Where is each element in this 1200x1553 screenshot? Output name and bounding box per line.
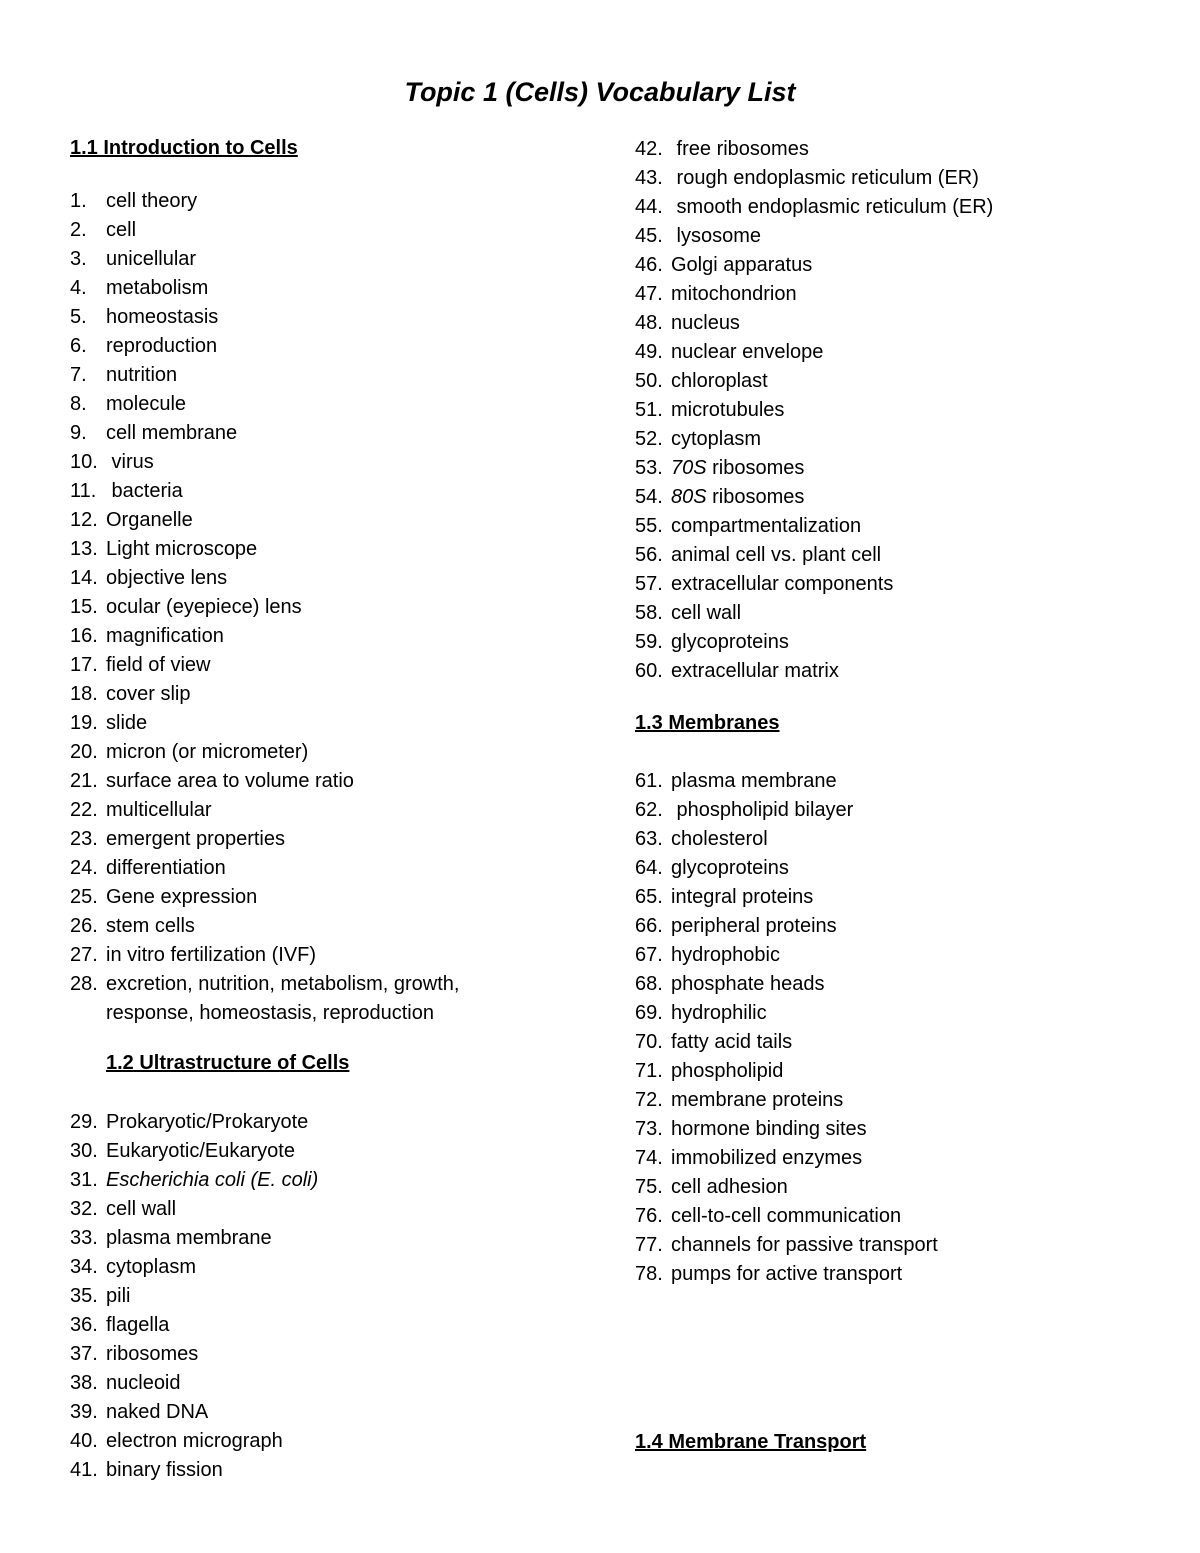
list-item (70, 419, 526, 448)
item-number: 69. (635, 1002, 663, 1024)
list-item (635, 222, 993, 251)
item-number: 18. (70, 683, 98, 705)
list-item (70, 970, 526, 1028)
list-item (635, 483, 993, 512)
item-term: cell membrane (106, 422, 238, 444)
list-item (635, 796, 938, 825)
list-item (70, 361, 526, 390)
item-term: glycoproteins (671, 631, 789, 653)
list-item (70, 709, 526, 738)
list-item (70, 1195, 318, 1224)
list-item (635, 912, 938, 941)
list-item (70, 854, 526, 883)
section-heading-intro-to-cells: 1.1 Introduction to Cells (70, 137, 298, 159)
item-number: 55. (635, 515, 663, 537)
item-term: peripheral proteins (671, 915, 837, 937)
item-number: 47. (635, 283, 663, 305)
item-number: 28. (70, 973, 98, 995)
list-item (635, 425, 993, 454)
item-term: hydrophobic (671, 944, 780, 966)
item-number: 23. (70, 828, 98, 850)
list-item (635, 512, 993, 541)
item-number: 60. (635, 660, 663, 682)
item-term: emergent properties (106, 828, 285, 850)
item-number: 40. (70, 1430, 98, 1452)
item-number: 11. (70, 480, 97, 502)
list-item (70, 564, 526, 593)
item-number: 36. (70, 1314, 98, 1336)
item-term: objective lens (106, 567, 228, 589)
list-item (70, 622, 526, 651)
item-term: Eukaryotic/Eukaryote (106, 1140, 295, 1162)
item-number: 24. (70, 857, 98, 879)
item-number: 45. (635, 225, 663, 247)
item-number: 32. (70, 1198, 98, 1220)
item-term: molecule (106, 393, 187, 415)
item-number: 53. (635, 457, 663, 479)
item-term: immobilized enzymes (671, 1147, 863, 1169)
item-term: cell adhesion (671, 1176, 788, 1198)
list-item (635, 1057, 938, 1086)
item-term: slide (106, 712, 148, 734)
item-number: 26. (70, 915, 98, 937)
list-item (635, 941, 938, 970)
vocab-list-ultrastructure (70, 1108, 318, 1485)
item-number: 63. (635, 828, 663, 850)
item-term (671, 454, 804, 483)
list-item (70, 216, 526, 245)
list-item (635, 1028, 938, 1057)
item-term: fatty acid tails (671, 1031, 793, 1053)
item-number: 56. (635, 544, 663, 566)
list-item (70, 680, 526, 709)
item-number: 13. (70, 538, 98, 560)
list-item (635, 599, 993, 628)
item-number: 3. (70, 248, 87, 270)
item-number: 38. (70, 1372, 98, 1394)
item-term: cell theory (106, 190, 198, 212)
section-heading-membrane-transport: 1.4 Membrane Transport (635, 1431, 867, 1453)
item-term: multicellular (106, 799, 212, 821)
item-term: reproduction (106, 335, 218, 357)
item-term (671, 483, 804, 512)
item-term: Light microscope (106, 538, 258, 560)
item-term: phospholipid (671, 1060, 784, 1082)
item-term: in vitro fertilization (IVF) (106, 944, 317, 966)
item-number: 51. (635, 399, 663, 421)
item-number: 20. (70, 741, 98, 763)
item-number: 25. (70, 886, 98, 908)
item-term: ocular (eyepiece) lens (106, 596, 302, 618)
list-item (635, 251, 993, 280)
item-number: 7. (70, 364, 87, 386)
item-number: 78. (635, 1263, 663, 1285)
item-term: nucleus (671, 312, 740, 334)
list-item (70, 1137, 318, 1166)
list-item (635, 1086, 938, 1115)
list-item (70, 1253, 318, 1282)
item-number: 76. (635, 1205, 663, 1227)
item-number: 4. (70, 277, 87, 299)
list-item (70, 825, 526, 854)
item-term: differentiation (106, 857, 226, 879)
item-term: plasma membrane (671, 770, 837, 792)
item-term: electron micrograph (106, 1430, 283, 1452)
item-term-rest: ribosomes (706, 457, 805, 479)
item-number: 65. (635, 886, 663, 908)
item-term: homeostasis (106, 306, 219, 328)
item-number: 44. (635, 196, 663, 218)
item-number: 12. (70, 509, 98, 531)
item-number: 34. (70, 1256, 98, 1278)
item-term-italic: 80S (671, 486, 707, 508)
item-term: compartmentalization (671, 515, 862, 537)
item-number: 27. (70, 944, 98, 966)
item-term: mitochondrion (671, 283, 797, 305)
list-item (70, 767, 526, 796)
item-term: animal cell vs. plant cell (671, 544, 882, 566)
item-term: cover slip (106, 683, 191, 705)
item-term: naked DNA (106, 1401, 209, 1423)
list-item (635, 1115, 938, 1144)
list-item (635, 367, 993, 396)
item-number: 1. (70, 190, 87, 212)
item-term: Escherichia coli (E. coli) (106, 1169, 319, 1191)
list-item (70, 187, 526, 216)
list-item (635, 1202, 938, 1231)
list-item (70, 1311, 318, 1340)
item-number: 2. (70, 219, 87, 241)
list-item (635, 454, 993, 483)
list-item (635, 309, 993, 338)
section-heading-ultrastructure: 1.2 Ultrastructure of Cells (106, 1052, 350, 1074)
item-term: Golgi apparatus (671, 254, 813, 276)
list-item (70, 1427, 318, 1456)
list-item (70, 593, 526, 622)
item-number: 70. (635, 1031, 663, 1053)
item-number: 8. (70, 393, 87, 415)
item-number: 67. (635, 944, 663, 966)
item-term: extracellular components (671, 573, 894, 595)
item-term: cell wall (671, 602, 742, 624)
item-term: surface area to volume ratio (106, 770, 354, 792)
item-number: 14. (70, 567, 98, 589)
item-number: 75. (635, 1176, 663, 1198)
item-number: 64. (635, 857, 663, 879)
item-number: 48. (635, 312, 663, 334)
item-number: 42. (635, 138, 663, 160)
item-term: phospholipid bilayer (671, 799, 854, 821)
list-item (635, 657, 993, 686)
vocab-list-ultrastructure-continued (635, 135, 993, 686)
list-item (635, 1231, 938, 1260)
list-item (70, 245, 526, 274)
item-number: 9. (70, 422, 87, 444)
item-number: 17. (70, 654, 98, 676)
list-item (70, 1224, 318, 1253)
list-item (70, 390, 526, 419)
list-item (635, 338, 993, 367)
item-term: flagella (106, 1314, 170, 1336)
item-number: 73. (635, 1118, 663, 1140)
item-number: 71. (635, 1060, 663, 1082)
item-number: 61. (635, 770, 663, 792)
item-term: phosphate heads (671, 973, 825, 995)
item-number: 29. (70, 1111, 98, 1133)
list-item (635, 825, 938, 854)
list-item (70, 651, 526, 680)
item-number: 43. (635, 167, 663, 189)
item-term: cell wall (106, 1198, 177, 1220)
list-item (635, 1144, 938, 1173)
list-item (70, 738, 526, 767)
list-item (635, 541, 993, 570)
list-item (70, 883, 526, 912)
item-term: field of view (106, 654, 211, 676)
item-term: unicellular (106, 248, 197, 270)
list-item (70, 1456, 318, 1485)
item-term: microtubules (671, 399, 785, 421)
list-item (70, 796, 526, 825)
item-term: chloroplast (671, 370, 768, 392)
item-term: virus (106, 451, 154, 473)
item-term: nuclear envelope (671, 341, 824, 363)
list-item (635, 767, 938, 796)
item-number: 6. (70, 335, 87, 357)
item-number: 72. (635, 1089, 663, 1111)
item-term: pili (106, 1285, 131, 1307)
item-term: cholesterol (671, 828, 768, 850)
item-number: 66. (635, 915, 663, 937)
item-number: 41. (70, 1459, 98, 1481)
list-item (635, 999, 938, 1028)
item-term: ribosomes (106, 1343, 199, 1365)
item-term: plasma membrane (106, 1227, 272, 1249)
item-term: micron (or micrometer) (106, 741, 309, 763)
list-item (635, 970, 938, 999)
item-term: smooth endoplasmic reticulum (ER) (671, 196, 994, 218)
item-term: extracellular matrix (671, 660, 839, 682)
item-term: Gene expression (106, 886, 258, 908)
list-item (70, 1398, 318, 1427)
vocab-list-membranes (635, 767, 938, 1289)
page-title: Topic 1 (Cells) Vocabulary List (404, 77, 796, 107)
item-term-rest: ribosomes (706, 486, 805, 508)
item-term: nucleoid (106, 1372, 181, 1394)
item-number: 33. (70, 1227, 98, 1249)
item-term: free ribosomes (671, 138, 809, 160)
item-term: excretion, nutrition, metabolism, growth, response, homeostasis, reproduction (106, 973, 460, 1024)
list-item (635, 1173, 938, 1202)
item-number: 59. (635, 631, 663, 653)
item-number: 35. (70, 1285, 98, 1307)
list-item (635, 628, 993, 657)
list-item (70, 274, 526, 303)
item-term: binary fission (106, 1459, 223, 1481)
list-item (70, 1108, 318, 1137)
list-item (635, 135, 993, 164)
item-number: 21. (70, 770, 98, 792)
list-item (70, 912, 526, 941)
item-term: cell (106, 219, 137, 241)
item-number: 62. (635, 799, 663, 821)
list-item (635, 1260, 938, 1289)
item-term: metabolism (106, 277, 209, 299)
item-number: 22. (70, 799, 98, 821)
item-number: 19. (70, 712, 98, 734)
item-number: 49. (635, 341, 663, 363)
item-term: Prokaryotic/Prokaryote (106, 1111, 309, 1133)
list-item (635, 570, 993, 599)
item-term: bacteria (106, 480, 183, 502)
item-number: 16. (70, 625, 98, 647)
section-heading-membranes: 1.3 Membranes (635, 712, 780, 734)
list-item (635, 193, 993, 222)
item-term: integral proteins (671, 886, 814, 908)
item-number: 10. (70, 451, 98, 473)
list-item (70, 303, 526, 332)
list-item (70, 1340, 318, 1369)
item-number: 74. (635, 1147, 663, 1169)
item-number: 52. (635, 428, 663, 450)
item-term-italic: 70S (671, 457, 707, 479)
item-term: glycoproteins (671, 857, 789, 879)
item-term: nutrition (106, 364, 178, 386)
item-number: 46. (635, 254, 663, 276)
list-item (635, 396, 993, 425)
list-item (70, 1369, 318, 1398)
item-term: channels for passive transport (671, 1234, 938, 1256)
item-number: 57. (635, 573, 663, 595)
item-number: 77. (635, 1234, 663, 1256)
item-term: lysosome (671, 225, 762, 247)
item-term: cytoplasm (106, 1256, 197, 1278)
item-number: 50. (635, 370, 663, 392)
list-item (70, 941, 526, 970)
item-number: 30. (70, 1140, 98, 1162)
item-number: 15. (70, 596, 98, 618)
list-item (70, 332, 526, 361)
item-number: 37. (70, 1343, 98, 1365)
item-number: 68. (635, 973, 663, 995)
item-term: pumps for active transport (671, 1263, 903, 1285)
list-item (70, 448, 526, 477)
item-term: cytoplasm (671, 428, 762, 450)
item-number: 39. (70, 1401, 98, 1423)
item-number: 5. (70, 306, 87, 328)
vocab-list-intro-to-cells (70, 187, 526, 1028)
list-item (635, 854, 938, 883)
item-term: Organelle (106, 509, 193, 531)
list-item (70, 1166, 318, 1195)
item-number: 58. (635, 602, 663, 624)
item-term: membrane proteins (671, 1089, 844, 1111)
item-term: hormone binding sites (671, 1118, 867, 1140)
list-item (635, 280, 993, 309)
item-number: 31. (70, 1169, 98, 1191)
item-term: cell-to-cell communication (671, 1205, 902, 1227)
list-item (70, 506, 526, 535)
list-item (635, 164, 993, 193)
item-number: 54. (635, 486, 663, 508)
item-term: stem cells (106, 915, 195, 937)
item-term: rough endoplasmic reticulum (ER) (671, 167, 979, 189)
item-term: hydrophilic (671, 1002, 767, 1024)
list-item (635, 883, 938, 912)
list-item (70, 535, 526, 564)
list-item (70, 477, 526, 506)
item-term: magnification (106, 625, 224, 647)
list-item (70, 1282, 318, 1311)
